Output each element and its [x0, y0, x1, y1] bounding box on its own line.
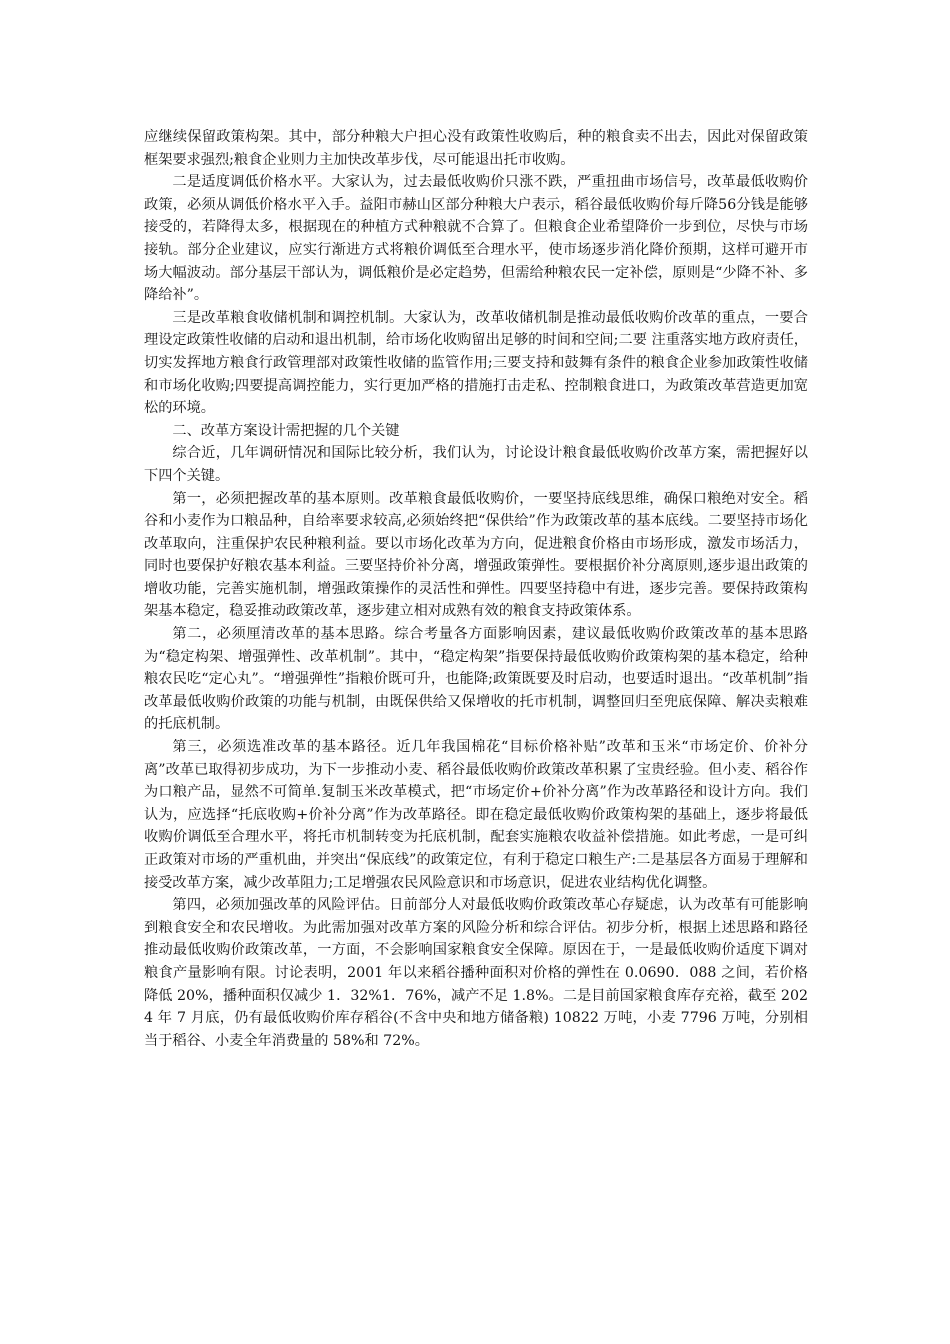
section-heading: 二、改革方案设计需把握的几个关键 [172, 422, 400, 439]
paragraph-summary: 综合近，几年调研情况和国际比较分析，我们认为，讨论设计粮食最低收购价改革方案，需把握好以下四个关键。 [144, 445, 808, 484]
paragraph-second-idea: 第二，必须厘清改革的基本思路。综合考量各方面影响因素，建议最低收购价政策改革的基本思路为“稳定构架、增强弹性、改革机制”。其中，“稳定构架”指要保持最低收购价政策构架的基本稳定，给种粮农民吃“定心丸”。“增强弹性”指粮价既可升，也能降;政策既要及时启动，也要适时退出。“改革机制”指改革最低收购价政策的功能与机制，由既保供给又保增收的托市机制，调整回归至兜底保障、解决卖粮难的托底机制。 [144, 626, 808, 733]
document-page [144, 126, 808, 1052]
paragraph-price-level: 二是适度调低价格水平。大家认为，过去最低收购价只涨不跌，严重扭曲市场信号，改革最低收购价政策，必须从调低价格水平入手。益阳市赫山区部分种粮大户表示，稻谷最低收购价每斤降56分钱是能够接受的，若降得太多，根据现在的种植方式种粮就不合算了。但粮食企业希望降价一步到位，尽快与市场接轨。部分企业建议，应实行渐进方式将粮价调低至合理水平，使市场逐步消化降价预期，这样可避开市场大幅波动。部分基层干部认为，调低粮价是必定趋势，但需给种粮农民一定补偿，原则是“少降不补、多降给补”。 [144, 174, 808, 304]
paragraph-storage-mechanism: 三是改革粮食收储机制和调控机制。大家认为，改革收储机制是推动最低收购价改革的重点，一要合理设定政策性收储的启动和退出机制，给市场化收购留出足够的时间和空间;二要 注重落实地方政府责任，切实发挥地方粮食行政管理部对政策性收储的监管作用;三要支持和鼓舞有条件的粮食企业参加政策性收储和市场化收购;四要提高调控能力，实行更加严格的措施打击走私、控制粮食进口，为政策改革营造更加宽松的环境。 [144, 309, 808, 417]
paragraph-continuation: 应继续保留政策构架。其中，部分种粮大户担心没有政策性收购后，种的粮食卖不出去，因此对保留政策框架要求强烈;粮食企业则力主加快改革步伐，尽可能退出托市收购。 [144, 129, 808, 168]
paragraph-third-path: 第三，必须选准改革的基本路径。近几年我国棉花“目标价格补贴”改革和玉米“市场定价、价补分离”改革已取得初步成功，为下一步推动小麦、稻谷最低收购价政策改革积累了宝贵经验。但小麦、稻谷作为口粮产品，显然不可简单.复制玉米改革模式，把“市场定价+价补分离”作为改革路径和设计方向。我们认为，应选择“托底收购+价补分离”作为改革路径。即在稳定最低收购价政策构架的基础上，逐步将最低收购价调低至合理水平，将托市机制转变为托底机制，配套实施粮农收益补偿措施。如此考虑，一是可纠正政策对市场的严重机曲，并突出“保底线”的政策定位，有利于稳定口粮生产:二是基层各方面易于理解和接受改革方案，减少改革阻力;工足增强农民风险意识和市场意识，促进农业结构优化调整。 [144, 739, 808, 891]
paragraph-fourth-risk: 第四，必须加强改革的风险评估。日前部分人对最低收购价政策改革心存疑虑，认为改革有可能影响到粮食安全和农民增收。为此需加强对改革方案的风险分析和综合评估。初步分析，根据上述思路和路径推动最低收购价政策改革，一方面，不会影响国家粮食安全保障。原因在于，一是最低收购价适度下调对粮食产量影响有限。讨论表明，2001 年以来稻谷播种面积对价格的弹性在 0.0690．088 之间，若价格降低 20%，播种面积仅减少 1．32%1．76%，减产不足 1.8%。二是目前国家粮食库存充裕，截至 2024 年 7 月底，仍有最低收购价库存稻谷(不含中央和地方储备粮) 10822 万吨，小麦 7796 万吨，分别相当于稻谷、小麦全年消费量的 58%和 72%。 [144, 897, 808, 1049]
paragraph-first-principle: 第一，必须把握改革的基本原则。改革粮食最低收购价，一要坚持底线思维，确保口粮绝对安全。稻谷和小麦作为口粮品种，自给率要求较高,必须始终把“保供给”作为政策改革的基本底线。二要坚持市场化改革取向，注重保护农民种粮利益。要以市场化改革为方向，促进粮食价格由市场形成，激发市场活力，同时也要保护好粮农基本利益。三要坚持价补分离，增强政策弹性。要根据价补分离原则,逐步退出政策的增收功能，完善实施机制，增强政策操作的灵活性和弹性。四要坚持稳中有进，逐步完善。要保持政策构架基本稳定，稳妥推动政策改革，逐步建立相对成熟有效的粮食支持政策体系。 [144, 490, 808, 620]
